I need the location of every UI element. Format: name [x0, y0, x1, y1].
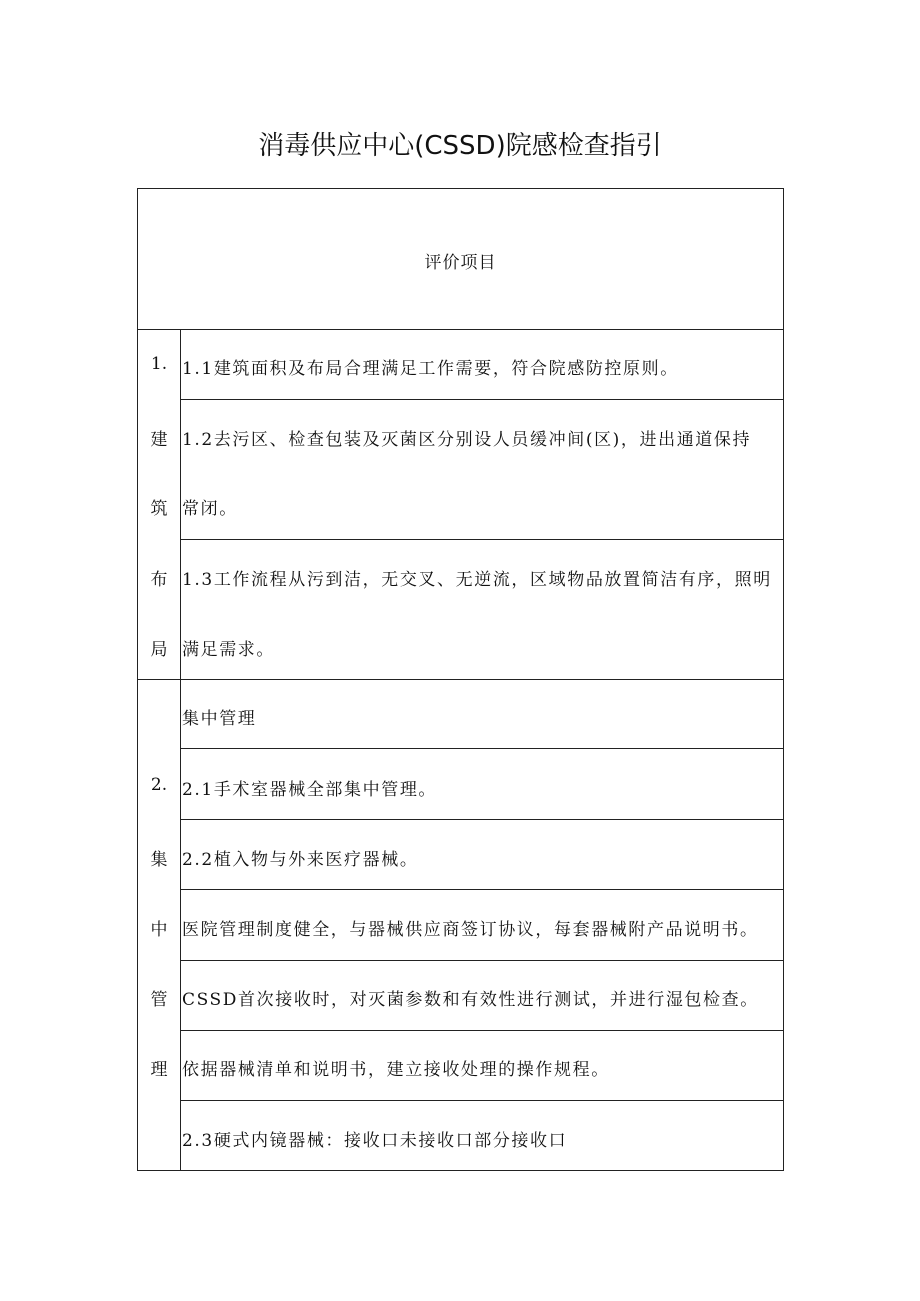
section1-side-char: 建: [150, 430, 168, 450]
section2-row-4-text: CSSD首次接收时，对灭菌参数和有效性进行测试，并进行湿包检查。: [182, 990, 759, 1010]
section2-row-3-text: 医院管理制度健全，与器械供应商签订协议，每套器械附产品说明书。: [182, 920, 759, 940]
section2-subheading: 集中管理: [182, 709, 257, 729]
section2-side-char: 2.: [150, 775, 168, 795]
section2-row-2-text: 2.2植入物与外来医疗器械。: [182, 850, 419, 870]
row-divider: [181, 748, 784, 749]
section-divider: [137, 679, 784, 680]
section2-row-1-text: 2.1手术室器械全部集中管理。: [182, 780, 438, 800]
section1-side-char: 布: [150, 570, 168, 590]
section2-side-char: 管: [150, 990, 168, 1010]
section1-row-2-text-cont: 常闭。: [182, 499, 238, 519]
section1-side-char: 局: [150, 640, 168, 660]
document-title: 消毒供应中心(CSSD)院感检查指引: [258, 131, 662, 161]
section2-side-char: 理: [150, 1060, 168, 1080]
section1-side-char: 1.: [150, 354, 168, 374]
row-divider: [181, 1030, 784, 1031]
section2-row-6-text: 2.3硬式内镜器械：接收口未接收口部分接收口: [182, 1131, 568, 1151]
section2-side-char: 集: [150, 850, 168, 870]
section2-side-char: 中: [150, 920, 168, 940]
row-divider: [181, 819, 784, 820]
row-divider: [181, 1100, 784, 1101]
section1-row-2-text: 1.2去污区、检查包装及灭菌区分别设人员缓冲间(区)，进出通道保持: [182, 430, 752, 450]
section1-row-3-text: 1.3工作流程从污到洁，无交叉、无逆流，区域物品放置简洁有序，照明: [182, 570, 772, 590]
header-divider: [137, 329, 784, 330]
section1-row-1-text: 1.1建筑面积及布局合理满足工作需要，符合院感防控原则。: [182, 359, 679, 379]
header-label: 评价项目: [424, 253, 497, 273]
row-divider: [181, 399, 784, 400]
section1-side-char: 筑: [150, 499, 168, 519]
row-divider: [181, 539, 784, 540]
section2-row-5-text: 依据器械清单和说明书，建立接收处理的操作规程。: [182, 1060, 610, 1080]
row-divider: [181, 960, 784, 961]
section1-row-3-text-cont: 满足需求。: [182, 640, 275, 660]
row-divider: [181, 889, 784, 890]
column-divider: [180, 329, 181, 1171]
